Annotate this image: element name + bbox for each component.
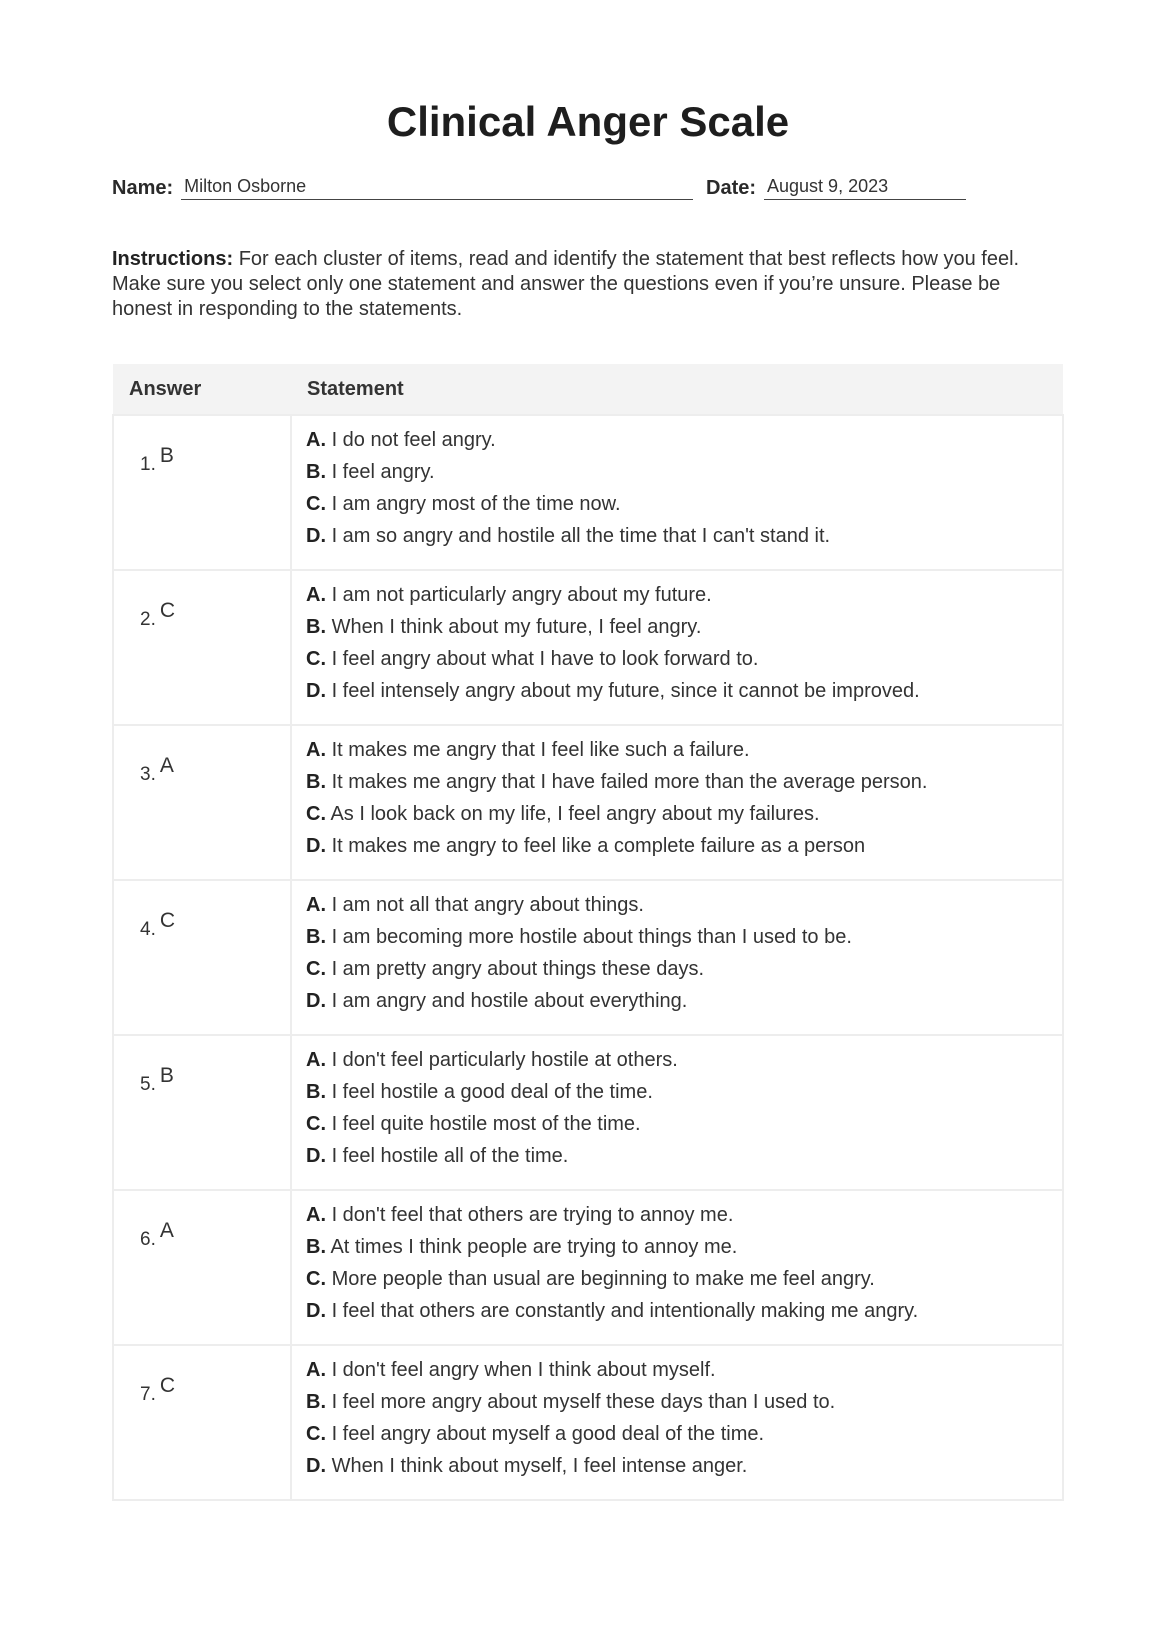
option-text: I feel that others are constantly and intentionally making me angry. [331, 1300, 919, 1322]
option-text: I feel intensely angry about my future, since it cannot be improved. [331, 680, 920, 702]
page-title: Clinical Anger Scale [386, 98, 790, 145]
answer-cell[interactable] [113, 415, 291, 570]
statement-option [306, 430, 1048, 450]
name-label: Name: [112, 177, 174, 199]
statement-option [306, 1301, 1048, 1321]
statement-option [306, 772, 1048, 792]
table-body [113, 415, 1063, 1500]
option-text: It makes me angry to feel like a complete failure as a person [331, 835, 866, 857]
answer-column-header: Answer [113, 364, 291, 415]
statement-option [306, 526, 1048, 546]
statement-option [306, 1114, 1048, 1134]
option-letter: C. [306, 493, 326, 515]
option-letter: B. [306, 771, 326, 793]
statement-option [306, 617, 1048, 637]
option-text: I am so angry and hostile all the time that I can't stand it. [331, 525, 831, 547]
option-text: I feel quite hostile most of the time. [331, 1113, 641, 1135]
table-row [113, 1190, 1063, 1345]
option-letter: D. [306, 680, 326, 702]
option-text: As I look back on my life, I feel angry about my failures. [330, 803, 820, 825]
option-text: I feel more angry about myself these days than I used to. [331, 1391, 836, 1413]
answer-cell[interactable] [113, 725, 291, 880]
statement-option [306, 1146, 1048, 1166]
option-letter: B. [306, 1081, 326, 1103]
item-number: 4. [140, 919, 156, 940]
option-letter: B. [306, 1236, 326, 1258]
option-letter: D. [306, 1455, 326, 1477]
option-letter: A. [306, 429, 326, 451]
option-letter: B. [306, 1391, 326, 1413]
statement-option [306, 927, 1048, 947]
option-text: I am angry and hostile about everything. [331, 990, 688, 1012]
statement-option [306, 959, 1048, 979]
statement-cell [291, 1345, 1063, 1500]
option-text: I am not all that angry about things. [331, 894, 644, 916]
statement-option [306, 1269, 1048, 1289]
statement-option [306, 681, 1048, 701]
statement-cell [291, 1035, 1063, 1190]
table-row [113, 570, 1063, 725]
table-row [113, 1345, 1063, 1500]
statement-cell [291, 725, 1063, 880]
name-field-row [112, 176, 693, 200]
selected-answer[interactable]: A [159, 754, 174, 777]
option-letter: A. [306, 894, 326, 916]
option-letter: C. [306, 1113, 326, 1135]
answer-cell[interactable] [113, 1190, 291, 1345]
option-text: I am angry most of the time now. [331, 493, 621, 515]
statement-option [306, 1082, 1048, 1102]
instructions-label: Instructions: [112, 248, 234, 270]
statement-option [306, 1456, 1048, 1476]
option-text: I feel angry. [331, 461, 435, 483]
option-letter: D. [306, 990, 326, 1012]
option-letter: D. [306, 1300, 326, 1322]
statement-cell [291, 1190, 1063, 1345]
selected-answer[interactable]: B [159, 444, 174, 467]
statement-cell [291, 880, 1063, 1035]
item-number: 1. [140, 454, 156, 475]
statement-option [306, 804, 1048, 824]
answer-cell[interactable] [113, 1035, 291, 1190]
selected-answer[interactable]: A [159, 1219, 174, 1242]
date-field[interactable]: August 9, 2023 [764, 176, 966, 200]
option-letter: C. [306, 1268, 326, 1290]
instructions [112, 247, 1062, 322]
option-text: I am pretty angry about things these days. [331, 958, 704, 980]
date-label: Date: [706, 177, 757, 199]
statement-option [306, 494, 1048, 514]
option-text: It makes me angry that I have failed more than the average person. [331, 771, 928, 793]
option-letter: C. [306, 958, 326, 980]
option-letter: D. [306, 1145, 326, 1167]
statement-option [306, 649, 1048, 669]
option-text: I don't feel that others are trying to annoy me. [331, 1204, 734, 1226]
option-letter: C. [306, 648, 326, 670]
option-text: I am becoming more hostile about things than I used to be. [331, 926, 852, 948]
table-header-row [113, 364, 1063, 415]
option-text: I feel angry about myself a good deal of the time. [331, 1423, 765, 1445]
statement-option [306, 740, 1048, 760]
statement-option [306, 991, 1048, 1011]
name-field[interactable]: Milton Osborne [181, 176, 693, 200]
answer-cell[interactable] [113, 570, 291, 725]
statement-option [306, 1392, 1048, 1412]
statement-option [306, 1205, 1048, 1225]
option-text: I don't feel particularly hostile at others. [331, 1049, 678, 1071]
option-text: I don't feel angry when I think about myself. [331, 1359, 716, 1381]
option-letter: B. [306, 461, 326, 483]
option-letter: C. [306, 1423, 326, 1445]
option-text: I feel angry about what I have to look forward to. [331, 648, 759, 670]
option-letter: A. [306, 1049, 326, 1071]
option-text: It makes me angry that I feel like such a failure. [331, 739, 750, 761]
table-row [113, 415, 1063, 570]
option-text: I do not feel angry. [331, 429, 496, 451]
option-letter: B. [306, 616, 326, 638]
statement-option [306, 836, 1048, 856]
option-text: When I think about myself, I feel intense anger. [331, 1455, 748, 1477]
statement-option [306, 585, 1048, 605]
option-letter: C. [306, 803, 326, 825]
option-text: I feel hostile all of the time. [331, 1145, 569, 1167]
statement-option [306, 1360, 1048, 1380]
option-text: When I think about my future, I feel angry. [331, 616, 702, 638]
statement-option [306, 1424, 1048, 1444]
statement-option [306, 1237, 1048, 1257]
option-text: I feel hostile a good deal of the time. [331, 1081, 653, 1103]
statement-column-header: Statement [291, 364, 1063, 415]
statement-option [306, 1050, 1048, 1070]
instructions-text: For each cluster of items, read and identify the statement that best reflects how you feel. Make sure you select only one statement and answer the questions even if you’re unsure. Please be honest in responding to the statements. [112, 248, 1020, 320]
option-letter: A. [306, 1359, 326, 1381]
answer-cell[interactable] [113, 880, 291, 1035]
option-letter: B. [306, 926, 326, 948]
option-text: At times I think people are trying to annoy me. [330, 1236, 738, 1258]
item-number: 7. [140, 1384, 156, 1405]
option-letter: D. [306, 835, 326, 857]
selected-answer[interactable]: C [159, 1374, 176, 1397]
item-number: 2. [140, 609, 156, 630]
option-letter: A. [306, 1204, 326, 1226]
item-number: 6. [140, 1229, 156, 1250]
statement-cell [291, 415, 1063, 570]
answer-cell[interactable] [113, 1345, 291, 1500]
selected-answer[interactable]: C [159, 599, 176, 622]
statement-option [306, 462, 1048, 482]
item-number: 5. [140, 1074, 156, 1095]
option-letter: A. [306, 739, 326, 761]
selected-answer[interactable]: C [159, 909, 176, 932]
statement-cell [291, 570, 1063, 725]
option-text: I am not particularly angry about my future. [331, 584, 712, 606]
option-text: More people than usual are beginning to make me feel angry. [331, 1268, 875, 1290]
option-letter: D. [306, 525, 326, 547]
anger-scale-table [112, 364, 1064, 1501]
selected-answer[interactable]: B [159, 1064, 174, 1087]
statement-option [306, 895, 1048, 915]
date-field-row [706, 176, 966, 200]
table-row [113, 1035, 1063, 1190]
option-letter: A. [306, 584, 326, 606]
item-number: 3. [140, 764, 156, 785]
table-row [113, 880, 1063, 1035]
table-row [113, 725, 1063, 880]
